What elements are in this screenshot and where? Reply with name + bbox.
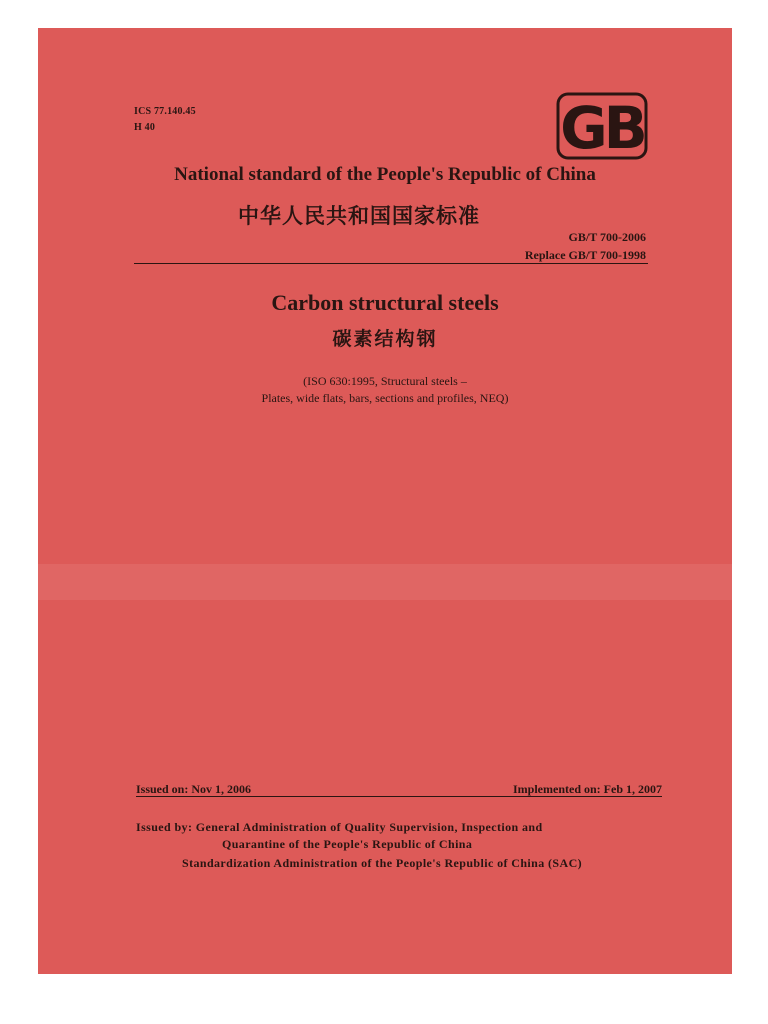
document-title-cn: 碳素结构钢 xyxy=(332,328,438,350)
standard-number: GB/T 700-2006 xyxy=(568,230,646,244)
header-divider xyxy=(134,263,648,264)
iso-reference-line2: Plates, wide flats, bars, sections and profiles, NEQ) xyxy=(261,391,509,405)
class-code: H 40 xyxy=(134,122,156,133)
footer-divider xyxy=(136,796,662,797)
implemented-on: Implemented on: Feb 1, 2007 xyxy=(513,782,662,796)
scan-band xyxy=(38,564,732,600)
iso-reference-line1: (ISO 630:1995, Structural steels – xyxy=(303,374,467,388)
cover-page xyxy=(38,28,732,974)
issuer-line-2: Quarantine of the People's Republic of China xyxy=(222,837,473,851)
ics-code: ICS 77.140.45 xyxy=(134,106,196,117)
national-standard-en: National standard of the People's Republic of China xyxy=(174,164,596,185)
issuer-line-1: Issued by: General Administration of Quality Supervision, Inspection and xyxy=(136,820,543,834)
gb-logo xyxy=(556,90,652,162)
svg-text:GB: GB xyxy=(560,94,644,162)
issued-on: Issued on: Nov 1, 2006 xyxy=(136,782,252,796)
replaces-standard: Replace GB/T 700-1998 xyxy=(524,248,646,262)
national-standard-cn: 中华人民共和国国家标准 xyxy=(238,204,480,228)
document-title-en: Carbon structural steels xyxy=(271,290,499,315)
issuer-line-3: Standardization Administration of the People's Republic of China (SAC) xyxy=(182,856,583,870)
